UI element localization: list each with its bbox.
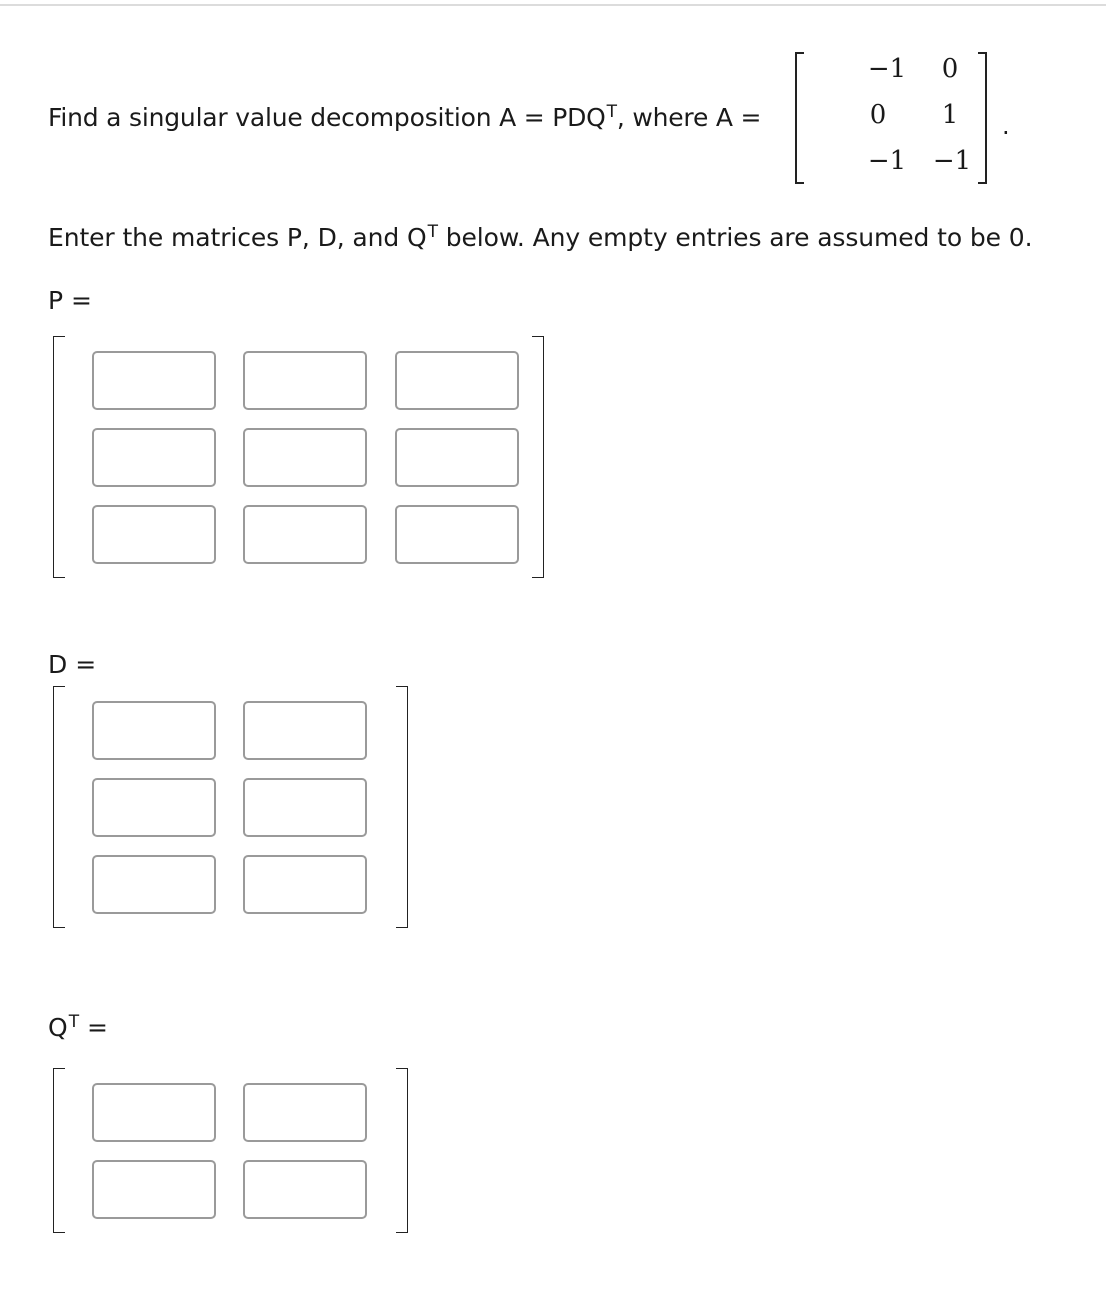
qt-entry-1-2[interactable] [243,1083,367,1142]
p-right-bracket [532,336,544,578]
d-entry-2-1[interactable] [92,778,216,837]
qt-entry-1-1[interactable] [92,1083,216,1142]
label-qt-equals: = [79,1013,108,1042]
label-qt [48,1012,108,1042]
d-entry-3-1[interactable] [92,855,216,914]
matrix-a-cell: −1 [867,54,907,84]
question-period: . [1002,112,1010,140]
p-entry-3-2[interactable] [243,505,367,564]
d-right-bracket [396,686,408,928]
matrix-a-cell: 1 [941,100,959,130]
p-left-bracket [53,336,65,578]
d-left-bracket [53,686,65,928]
matrix-a [795,52,987,184]
label-qt-sup: T [68,1012,80,1032]
matrix-a-left-bracket [795,52,804,184]
instruction-part1: Enter the matrices P, D, and Q [48,223,427,252]
p-entry-3-3[interactable] [395,505,519,564]
label-qt-base: Q [48,1013,68,1042]
matrix-a-cell: 0 [941,54,959,84]
qt-entry-2-2[interactable] [243,1160,367,1219]
instruction [48,222,1032,252]
top-divider [0,4,1106,6]
matrix-a-cell: 0 [869,100,887,130]
d-entry-1-1[interactable] [92,701,216,760]
question-text [48,102,761,132]
p-entry-2-2[interactable] [243,428,367,487]
qt-right-bracket [396,1068,408,1233]
p-entry-2-1[interactable] [92,428,216,487]
p-entry-1-3[interactable] [395,351,519,410]
d-entry-1-2[interactable] [243,701,367,760]
p-entry-2-3[interactable] [395,428,519,487]
qt-left-bracket [53,1068,65,1233]
d-entry-3-2[interactable] [243,855,367,914]
matrix-a-cell: −1 [867,146,907,176]
p-entry-1-2[interactable] [243,351,367,410]
question-suffix: , where A = [616,103,762,132]
label-d: D = [48,650,97,679]
question-prefix: Find a singular value decomposition A = PDQ [48,103,606,132]
matrix-a-cell: −1 [932,146,972,176]
label-p: P = [48,286,92,315]
d-entry-2-2[interactable] [243,778,367,837]
p-entry-3-1[interactable] [92,505,216,564]
question [48,44,1048,194]
p-entry-1-1[interactable] [92,351,216,410]
qt-entry-2-1[interactable] [92,1160,216,1219]
instruction-transpose-sup: T [427,222,438,242]
instruction-part2: below. Any empty entries are assumed to be 0. [437,223,1033,252]
question-transpose-sup: T [606,102,617,122]
